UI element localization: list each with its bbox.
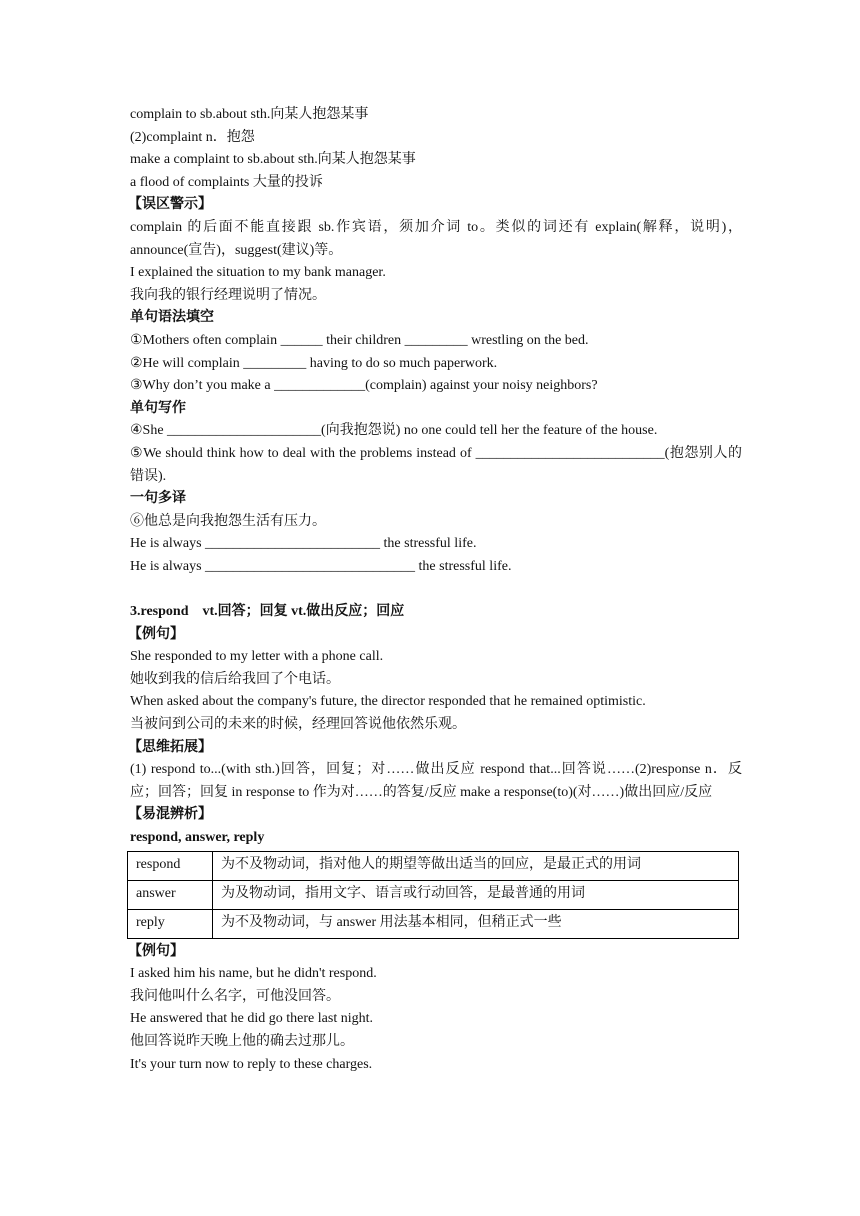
text-line: make a complaint to sb.about sth.向某人抱怨某事: [130, 152, 416, 168]
document-page: [130, 104, 742, 1076]
table-row: [128, 851, 739, 880]
example-en: It's your turn now to reply to these charges.: [130, 1056, 373, 1072]
comparison-table: [127, 851, 739, 939]
example-cn: 我问他叫什么名字，可他没回答。: [130, 988, 340, 1004]
example-en: He answered that he did go there last night.: [130, 1011, 373, 1027]
example-en: I explained the situation to my bank manager.: [130, 265, 386, 281]
table-row: [128, 880, 739, 909]
table-cell-desc: 为不及物动词，与 answer 用法基本相同，但稍正式一些: [213, 909, 739, 938]
paragraph: complain 的后面不能直接跟 sb.作宾语，须加介词 to。类似的词还有 explain(解释，说明)，announce(宣告)，suggest(建议)等。: [130, 219, 742, 258]
section-heading: 单句语法填空: [130, 310, 214, 326]
text-line: complain to sb.about sth.向某人抱怨某事: [130, 107, 369, 122]
section-heading: 单句写作: [130, 400, 186, 416]
exercise-item: ③Why don’t you make a _____________(complain) against your noisy neighbors?: [130, 378, 598, 394]
section-heading: 一句多译: [130, 491, 186, 507]
table-cell-term: respond: [128, 851, 213, 880]
example-en: When asked about the company's future, the director responded that he remained optimistic.: [130, 694, 646, 710]
exercise-item: ①Mothers often complain ______ their children _________ wrestling on the bed.: [130, 332, 589, 348]
table-cell-desc: 为不及物动词，指对他人的期望等做出适当的回应，是最正式的用词: [213, 851, 739, 880]
exercise-item: ⑥他总是向我抱怨生活有压力。: [130, 513, 326, 529]
text-line: (2)complaint n．抱怨: [130, 129, 255, 145]
table-cell-term: reply: [128, 909, 213, 938]
comparison-subtitle: respond, answer, reply: [130, 830, 265, 845]
spacer: [130, 578, 742, 601]
entry-title: 3.respond vt.回答；回复 vt.做出反应；回应: [130, 604, 405, 620]
exercise-item: He is always _________________________ the stressful life.: [130, 536, 477, 552]
exercise-item: ④She ______________________(向我抱怨说) no one could tell her the feature of the house.: [130, 423, 658, 439]
section-heading: 【例句】: [128, 626, 184, 642]
table-cell-term: answer: [128, 880, 213, 909]
paragraph: (1) respond to...(with sth.)回答，回复；对……做出反应 respond that...回答说……(2)response n．反应；回答；回复 in response to 作为对……的答复/反应 make a response(to)(对……)做出回应/反应: [130, 762, 742, 800]
example-cn: 她收到我的信后给我回了个电话。: [130, 671, 340, 687]
example-en: I asked him his name, but he didn't respond.: [130, 966, 377, 982]
example-cn: 当被问到公司的未来的时候，经理回答说他依然乐观。: [130, 717, 466, 733]
text-line: a flood of complaints 大量的投诉: [130, 174, 323, 190]
exercise-item: ⑤We should think how to deal with the problems instead of ___________________________(抱怨别人的错误).: [130, 445, 742, 484]
section-heading: 【误区警示】: [128, 197, 212, 213]
exercise-item: ②He will complain _________ having to do so much paperwork.: [130, 355, 498, 371]
example-en: She responded to my letter with a phone call.: [130, 649, 384, 665]
section-heading: 【易混辨析】: [128, 807, 212, 823]
section-heading: 【思维拓展】: [128, 739, 212, 755]
table-row: [128, 909, 739, 938]
section-heading: 【例句】: [128, 943, 184, 959]
example-cn: 我向我的银行经理说明了情况。: [130, 287, 326, 303]
example-cn: 他回答说昨天晚上他的确去过那儿。: [130, 1033, 354, 1049]
exercise-item: He is always ______________________________ the stressful life.: [130, 558, 512, 574]
table-cell-desc: 为及物动词，指用文字、语言或行动回答，是最普通的用词: [213, 880, 739, 909]
